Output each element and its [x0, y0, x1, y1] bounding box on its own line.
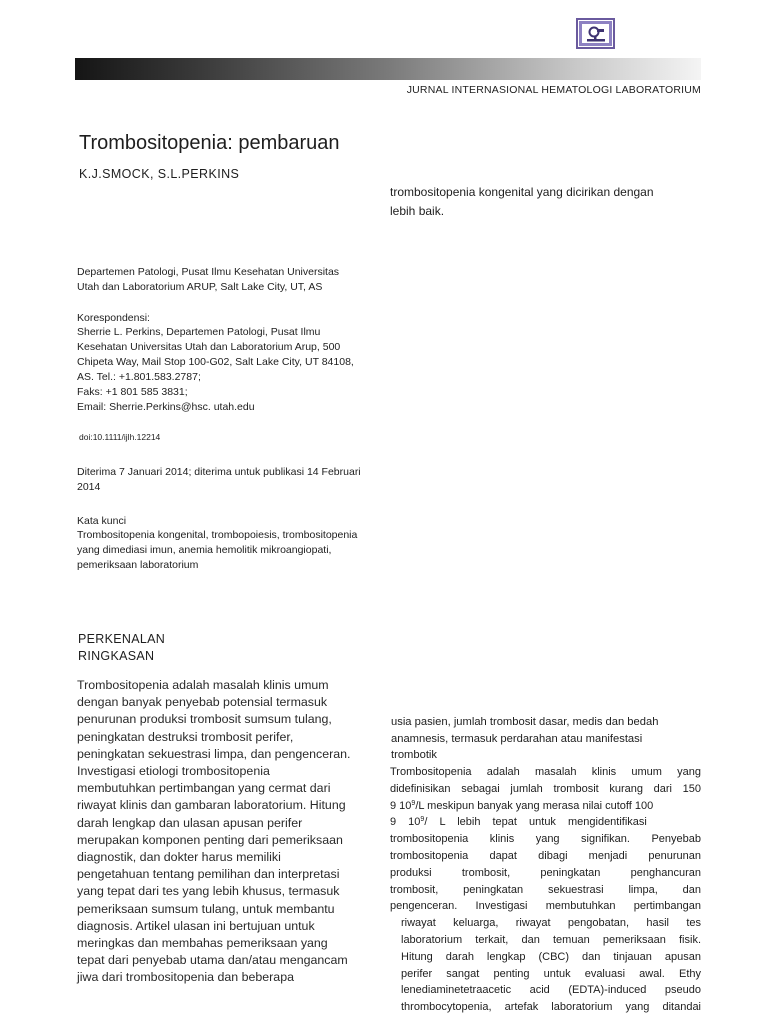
- body-line: pengenceran. Investigasi membutuhkan pertimbangan: [390, 900, 701, 913]
- body-line: Hitung darah lengkap (CBC) dan tinjauan apusan: [401, 950, 701, 963]
- header-gradient-bar: [75, 58, 701, 80]
- article-authors: K.J.SMOCK, S.L.PERKINS: [79, 167, 240, 181]
- body-line: didefinisikan sebagai jumlah trombosit kurang dari 150: [390, 782, 701, 795]
- affiliation: Departemen Patologi, Pusat Ilmu Kesehatan Universitas Utah dan Laboratorium ARUP, Salt Lake City, UT, AS: [77, 266, 340, 293]
- body-line: 9 $10^9/$ L lebih tepat untuk mengidentifikasi: [390, 816, 647, 829]
- keywords-heading: Kata kunci: [77, 515, 127, 527]
- right-column-body: [390, 764, 701, 1016]
- received-dates: Diterima 7 Januari 2014; diterima untuk publikasi 14 Februari 2014: [77, 466, 361, 493]
- journal-name: JURNAL INTERNASIONAL HEMATOLOGI LABORATORIUM: [406, 84, 701, 96]
- body-line: trombositopenia klinis yang signifikan. Penyebab: [390, 833, 701, 846]
- correspondence-details: Sherrie L. Perkins, Departemen Patologi, Pusat Ilmu Kesehatan Universitas Utah dan Laboratorium Arup, 500 Chipeta Way, Mail Stop 100-G02, Salt Lake City, UT 84108, AS. Tel.: +1.801.583.2787; Faks: +1 801 585 3831; Email: Sherrie.Perkins@hsc. utah.edu: [77, 326, 354, 413]
- keywords: Trombositopenia kongenital, trombopoiesis, trombositopenia yang dimediasi imun, anemia hemolitik mikroangiopati, pemeriksaan laboratorium: [77, 529, 358, 571]
- body-line: perifer sangat penting untuk evaluasi awal. Ethy: [401, 967, 701, 980]
- microscope-icon: [578, 20, 613, 47]
- section-heading-summary: RINGKASAN: [78, 649, 155, 663]
- correspondence-heading: Korespondensi:: [77, 312, 150, 324]
- article-title: Trombositopenia: pembaruan: [79, 132, 340, 154]
- abstract-text: Trombositopenia adalah masalah klinis umum dengan banyak penyebab potensial termasuk penurunan produksi trombosit sumsum tulang, peningkatan destruksi trombosit perifer, peningkatan sekuestrasi limpa, dan pengenceran. Investigasi etiologi trombositopenia membutuhkan pertimbangan yang cermat dari riwayat klinis dan gambaran laboratorium. Hitung darah lengkap dan ulasan apusan perifer merupakan komponen penting dari pemeriksaan diagnostik, dan dokter harus memiliki pengetahuan tentang pemilihan dan interpretasi yang tepat dari tes yang lebih khusus, termasuk pemeriksaan sumsum tulang, untuk membantu diagnosis. Artikel ulasan ini bertujuan untuk meringkas dan membahas pemeriksaan yang tepat dari penyebab utama dan/atau mengancam jiwa dari trombositopenia dan beberapa: [77, 678, 351, 985]
- body-line: trombosit, peningkatan sekuestrasi limpa, dan: [390, 883, 701, 896]
- doi: doi:10.1111/ijlh.12214: [79, 432, 161, 442]
- right-column-intro: trombositopenia kongenital yang dicirikan dengan lebih baik.: [390, 185, 654, 218]
- body-line: trombositopenia dapat dibagi menjadi penurunan: [390, 849, 701, 862]
- body-line: riwayat keluarga, riwayat pengobatan, hasil tes: [401, 917, 701, 930]
- body-line: 9 $10^9/L$ meskipun banyak yang merasa nilai cutoff 100: [390, 799, 654, 812]
- body-line: thrombocytopenia, artefak laboratorium yang ditandai: [401, 1001, 701, 1014]
- journal-logo: [576, 18, 615, 49]
- right-column-top-text: usia pasien, jumlah trombosit dasar, medis dan bedah anamnesis, termasuk perdarahan atau manifestasi trombotik: [391, 716, 659, 761]
- section-heading-introduction: PERKENALAN: [78, 632, 166, 646]
- body-line: Trombositopenia adalah masalah klinis umum yang: [390, 766, 701, 778]
- body-line: laboratorium terkait, dan temuan pemeriksaan fisik.: [401, 933, 701, 946]
- body-line: produksi trombosit, peningkatan penghancuran: [390, 866, 701, 879]
- body-line: lenediaminetetraacetic acid (EDTA)-induced pseudo: [401, 984, 701, 997]
